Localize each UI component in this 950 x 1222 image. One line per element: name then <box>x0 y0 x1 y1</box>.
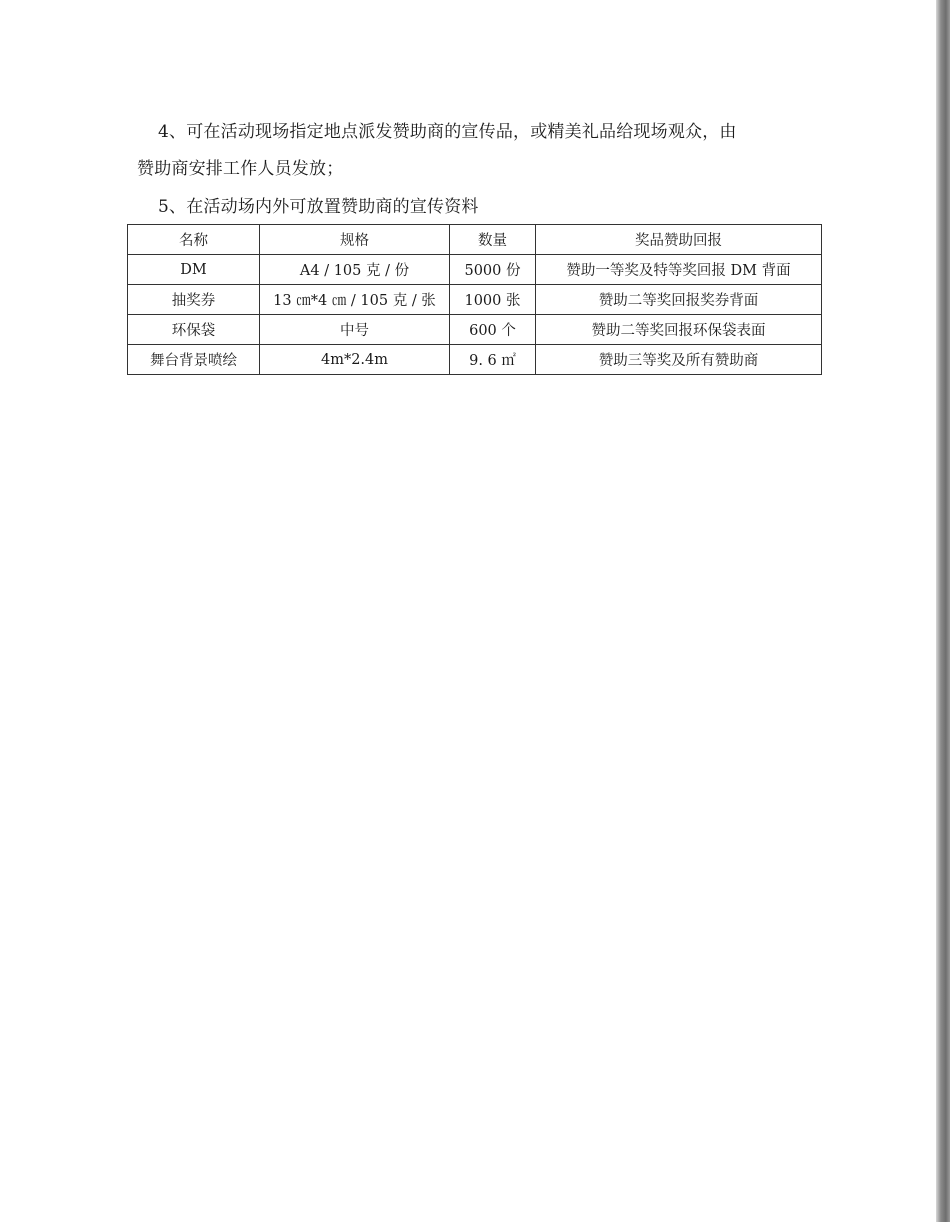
page-edge-shadow <box>936 0 950 1222</box>
column-header-quantity: 数量 <box>450 225 536 255</box>
cell-name: DM <box>128 255 260 285</box>
table-header-row <box>128 225 822 255</box>
table-row <box>128 255 822 285</box>
cell-spec: 4m*2.4m <box>260 345 450 375</box>
cell-spec: 中号 <box>260 315 450 345</box>
cell-spec: A4 / 105 克 / 份 <box>260 255 450 285</box>
cell-quantity: 1000 张 <box>450 285 536 315</box>
cell-name: 舞台背景喷绘 <box>128 345 260 375</box>
table-row <box>128 315 822 345</box>
cell-name: 环保袋 <box>128 315 260 345</box>
table-row <box>128 285 822 315</box>
cell-spec: 13 ㎝*4 ㎝ / 105 克 / 张 <box>260 285 450 315</box>
cell-quantity: 600 个 <box>450 315 536 345</box>
cell-reward: 赞助一等奖及特等奖回报 DM 背面 <box>536 255 822 285</box>
cell-reward: 赞助二等奖回报环保袋表面 <box>536 315 822 345</box>
paragraph-5: 5、在活动场内外可放置赞助商的宣传资料 <box>158 197 479 217</box>
cell-name: 抽奖券 <box>128 285 260 315</box>
column-header-name: 名称 <box>128 225 260 255</box>
cell-quantity: 5000 份 <box>450 255 536 285</box>
cell-quantity: 9. 6 ㎡ <box>450 345 536 375</box>
cell-reward: 赞助二等奖回报奖券背面 <box>536 285 822 315</box>
column-header-spec: 规格 <box>260 225 450 255</box>
paragraph-4-line-1: 4、可在活动现场指定地点派发赞助商的宣传品，或精美礼品给现场观众，由 <box>158 122 737 142</box>
cell-reward: 赞助三等奖及所有赞助商 <box>536 345 822 375</box>
table-row <box>128 345 822 375</box>
column-header-reward: 奖品赞助回报 <box>536 225 822 255</box>
paragraph-4-line-2: 赞助商安排工作人员发放； <box>137 159 344 179</box>
sponsor-materials-table <box>127 224 822 375</box>
